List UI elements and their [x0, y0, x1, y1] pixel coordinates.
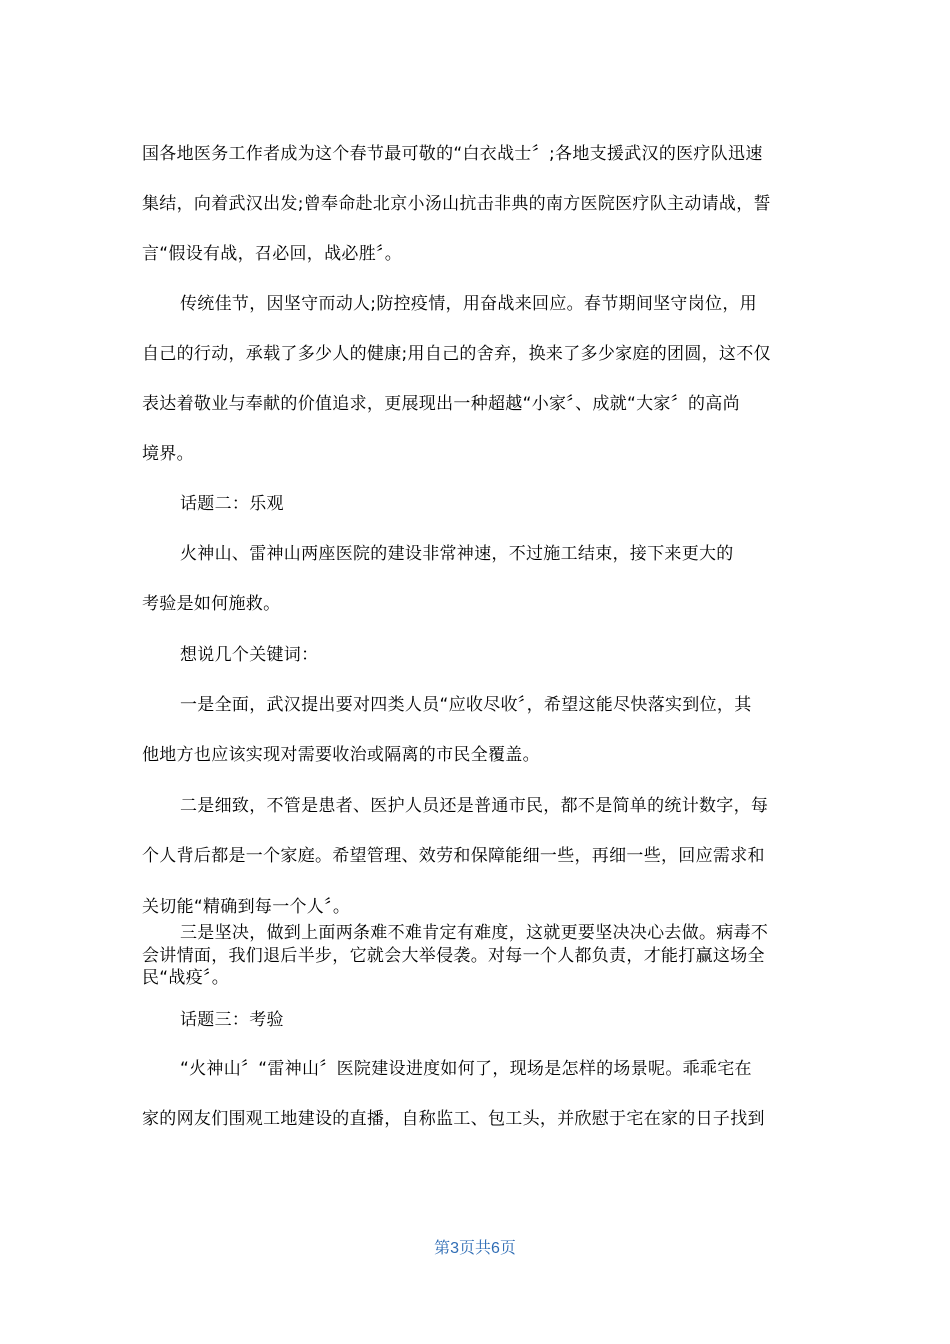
text-line: 三是坚决，做到上面两条难不难肯定有难度，这就更要坚决决心去做。病毒不: [180, 923, 769, 943]
text-line: 家的网友们围观工地建设的直播，自称监工、包工头，并欣慰于宅在家的日子找到: [142, 1109, 765, 1129]
text-line: “火神山〞“雷神山〞医院建设进度如何了，现场是怎样的场景呢。乖乖宅在: [180, 1059, 752, 1079]
text-line: 一是全面，武汉提出要对四类人员“应收尽收〞，希望这能尽快落实到位，其: [180, 695, 752, 715]
section-heading: 话题二：乐观: [180, 494, 284, 514]
text-line: 表达着敬业与奉献的价值追求，更展现出一种超越“小家〞、成就“大家〞的高尚: [142, 394, 740, 414]
text-line: 自己的行动，承载了多少人的健康;用自己的舍弃，换来了多少家庭的团圆，这不仅: [142, 344, 771, 364]
text-line: 考验是如何施救。: [142, 594, 281, 614]
text-line: 传统佳节，因坚守而动人;防控疫情，用奋战来回应。春节期间坚守岗位，用: [180, 294, 757, 314]
text-line: 二是细致，不管是患者、医护人员还是普通市民，都不是简单的统计数字，每: [180, 796, 769, 816]
text-line: 想说几个关键词：: [180, 645, 319, 665]
text-line: 国各地医务工作者成为这个春节最可敬的“白衣战士〞;各地支援武汉的医疗队迅速: [142, 144, 763, 164]
page-number: 第3页共6页: [434, 1240, 516, 1257]
section-heading: 话题三：考验: [180, 1010, 284, 1030]
text-line: 集结，向着武汉出发;曾奉命赴北京小汤山抗击非典的南方医院医疗队主动请战，誓: [142, 194, 771, 214]
text-line: 他地方也应该实现对需要收治或隔离的市民全覆盖。: [142, 745, 540, 765]
text-line: 境界。: [142, 444, 194, 464]
text-line: 会讲情面，我们退后半步，它就会大举侵袭。对每一个人都负责，才能打赢这场全: [142, 946, 765, 966]
text-line: 民“战疫〞。: [142, 968, 230, 988]
text-line: 个人背后都是一个家庭。希望管理、效劳和保障能细一些，再细一些，回应需求和: [142, 846, 765, 866]
text-line: 关切能“精确到每一个人〞。: [142, 897, 351, 917]
text-line: 言“假设有战，召必回，战必胜〞。: [142, 244, 403, 264]
text-line: 火神山、雷神山两座医院的建设非常神速，不过施工结束，接下来更大的: [180, 544, 734, 564]
